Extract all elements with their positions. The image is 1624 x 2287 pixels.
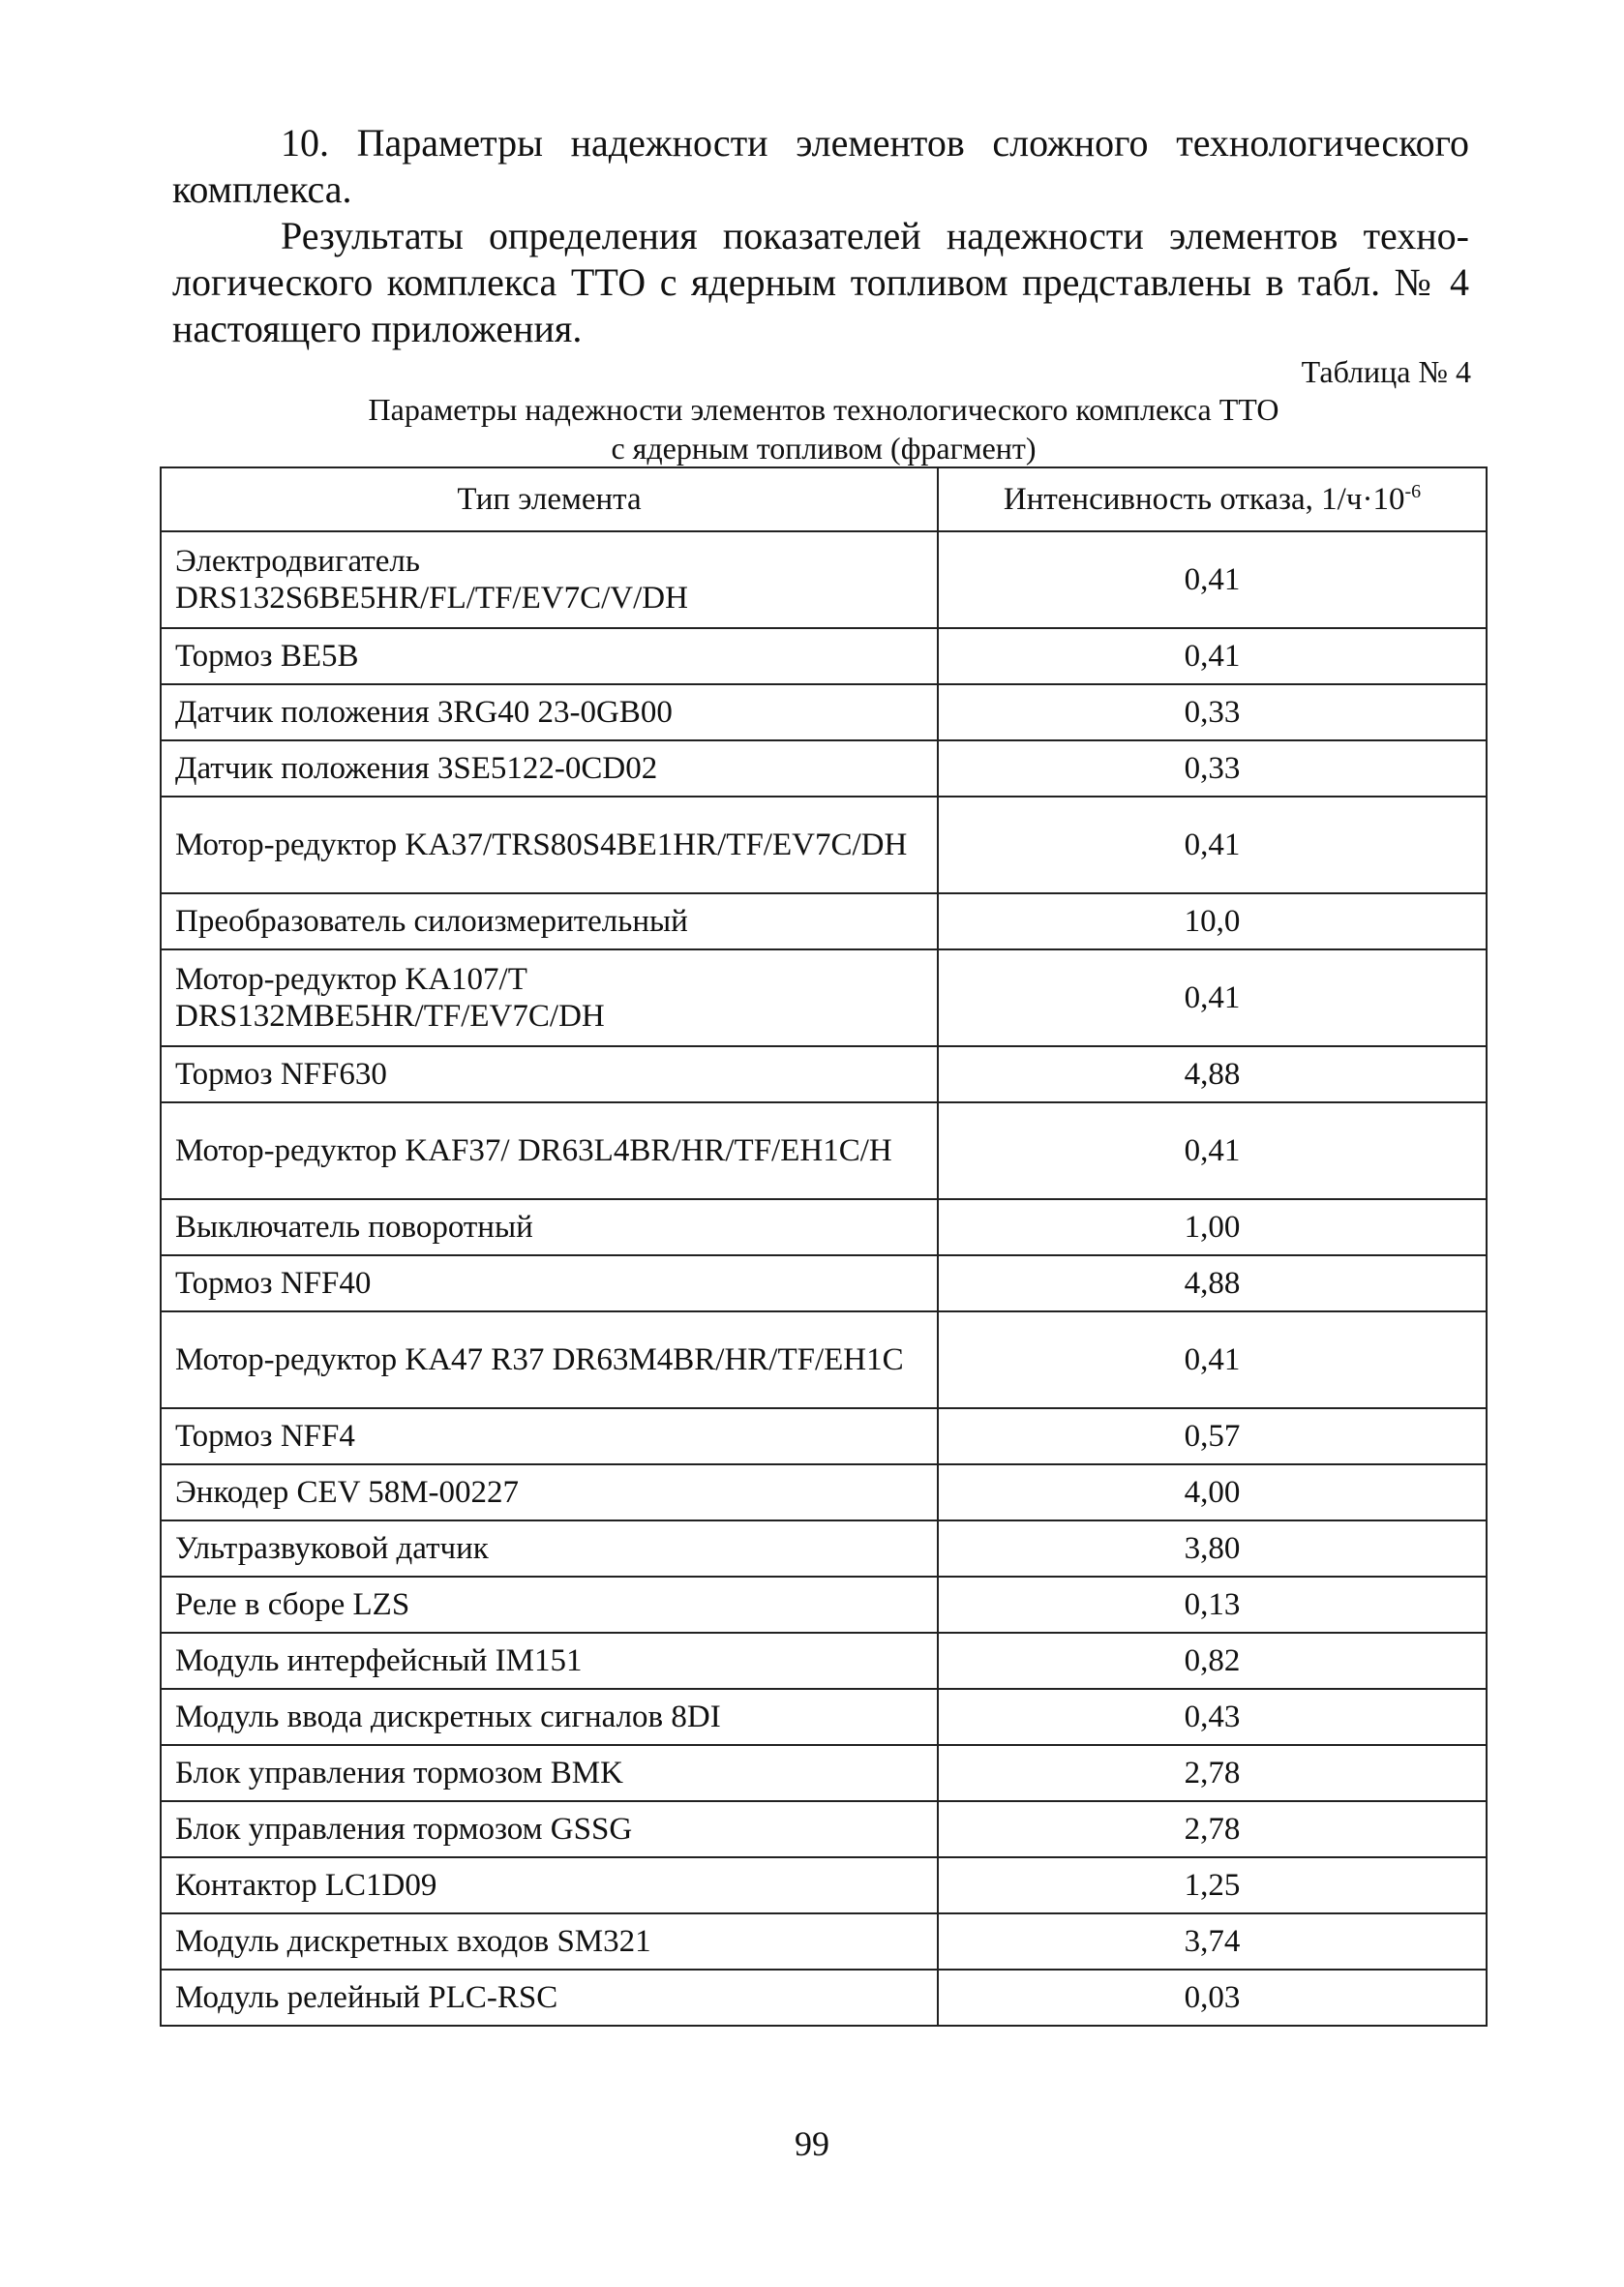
failure-rate-cell: 3,80: [938, 1520, 1487, 1577]
reliability-table: [160, 466, 1488, 2027]
element-name-cell: Датчик положения 3SE5122-0CD02: [161, 740, 938, 797]
failure-rate-cell: 2,78: [938, 1745, 1487, 1801]
table-caption-line-1: Параметры надежности элементов технологического комплекса ТТО: [368, 392, 1279, 427]
failure-rate-cell: 0,41: [938, 531, 1487, 628]
header-failure-rate: [938, 467, 1487, 531]
element-name-cell: Модуль дискретных входов SM321: [161, 1913, 938, 1970]
table-row: [161, 740, 1487, 797]
failure-rate-cell: 0,43: [938, 1689, 1487, 1745]
element-name-cell: Блок управления тормозом BMK: [161, 1745, 938, 1801]
element-name-cell: Тормоз BE5B: [161, 628, 938, 684]
element-name-cell: Мотор-редуктор KA37/TRS80S4BE1HR/TF/EV7C/DH: [161, 797, 938, 893]
table-row: [161, 1633, 1487, 1689]
page-number: 99: [795, 2124, 829, 2163]
table-row: [161, 1801, 1487, 1857]
element-name-cell: Энкодер CEV 58M-00227: [161, 1464, 938, 1520]
failure-rate-cell: 0,33: [938, 684, 1487, 740]
table-row: [161, 1255, 1487, 1311]
failure-rate-cell: 4,88: [938, 1255, 1487, 1311]
table-row: [161, 1745, 1487, 1801]
table-row: [161, 531, 1487, 628]
failure-rate-cell: 0,41: [938, 1311, 1487, 1408]
element-name-cell: Мотор-редуктор KAF37/ DR63L4BR/HR/TF/EH1C/H: [161, 1102, 938, 1199]
failure-rate-cell: 0,57: [938, 1408, 1487, 1464]
table-row: [161, 1102, 1487, 1199]
failure-rate-cell: 0,03: [938, 1970, 1487, 2026]
failure-rate-cell: 2,78: [938, 1801, 1487, 1857]
element-name-cell: Блок управления тормозом GSSG: [161, 1801, 938, 1857]
failure-rate-cell: 10,0: [938, 893, 1487, 949]
table-row: [161, 684, 1487, 740]
failure-rate-cell: 0,82: [938, 1633, 1487, 1689]
paragraph-results: Результаты определения показателей надежности элементов техно-логического комплекса ТТО с ядерным топливом представлены в табл. № 4 настоящего приложения.: [172, 214, 1469, 350]
failure-rate-cell: 4,88: [938, 1046, 1487, 1102]
table-row: [161, 1311, 1487, 1408]
element-name-cell: Контактор LC1D09: [161, 1857, 938, 1913]
header-failure-rate-label: Интенсивность отказа, 1/ч·10: [1003, 482, 1405, 517]
element-name-cell: Модуль интерфейсный IM151: [161, 1633, 938, 1689]
paragraph-section-10: 10. Параметры надежности элементов сложного технологического комплекса.: [172, 121, 1469, 211]
table-header-row: [161, 467, 1487, 531]
element-name-cell: Датчик положения 3RG40 23-0GB00: [161, 684, 938, 740]
table-row: [161, 949, 1487, 1046]
table-row: [161, 1857, 1487, 1913]
element-name-cell: Реле в сборе LZS: [161, 1577, 938, 1633]
table-row: [161, 1913, 1487, 1970]
failure-rate-cell: 4,00: [938, 1464, 1487, 1520]
failure-rate-cell: 1,25: [938, 1857, 1487, 1913]
table-row: [161, 1520, 1487, 1577]
failure-rate-cell: 3,74: [938, 1913, 1487, 1970]
table-row: [161, 628, 1487, 684]
element-name-cell: Модуль релейный PLC-RSC: [161, 1970, 938, 2026]
element-name-cell: Преобразователь силоизмерительный: [161, 893, 938, 949]
element-name-cell: Тормоз NFF4: [161, 1408, 938, 1464]
table-row: [161, 1199, 1487, 1255]
failure-rate-cell: 0,41: [938, 797, 1487, 893]
failure-rate-cell: 0,41: [938, 1102, 1487, 1199]
table-row: [161, 1464, 1487, 1520]
element-name-cell: Тормоз NFF40: [161, 1255, 938, 1311]
table-caption: [165, 390, 1483, 467]
header-failure-rate-exponent: -6: [1404, 481, 1422, 502]
table-row: [161, 893, 1487, 949]
element-name-cell: Модуль ввода дискретных сигналов 8DI: [161, 1689, 938, 1745]
table-row: [161, 1408, 1487, 1464]
failure-rate-cell: 0,13: [938, 1577, 1487, 1633]
failure-rate-cell: 0,41: [938, 628, 1487, 684]
element-name-cell: Мотор-редуктор KA107/T DRS132MBE5HR/TF/EV7C/DH: [161, 949, 938, 1046]
table-row: [161, 1689, 1487, 1745]
table-row: [161, 1970, 1487, 2026]
failure-rate-cell: 0,41: [938, 949, 1487, 1046]
failure-rate-cell: 1,00: [938, 1199, 1487, 1255]
element-name-cell: Мотор-редуктор KA47 R37 DR63M4BR/HR/TF/EH1C: [161, 1311, 938, 1408]
table-row: [161, 1577, 1487, 1633]
element-name-cell: Тормоз NFF630: [161, 1046, 938, 1102]
element-name-cell: Ультразвуковой датчик: [161, 1520, 938, 1577]
table-caption-line-2: с ядерным топливом (фрагмент): [611, 431, 1037, 466]
table-number-label: Таблица № 4: [1301, 354, 1471, 389]
header-element-type: Тип элемента: [161, 467, 938, 531]
element-name-cell: Выключатель поворотный: [161, 1199, 938, 1255]
failure-rate-cell: 0,33: [938, 740, 1487, 797]
table-row: [161, 1046, 1487, 1102]
element-name-cell: Электродвигатель DRS132S6BE5HR/FL/TF/EV7C/V/DH: [161, 531, 938, 628]
table-row: [161, 797, 1487, 893]
